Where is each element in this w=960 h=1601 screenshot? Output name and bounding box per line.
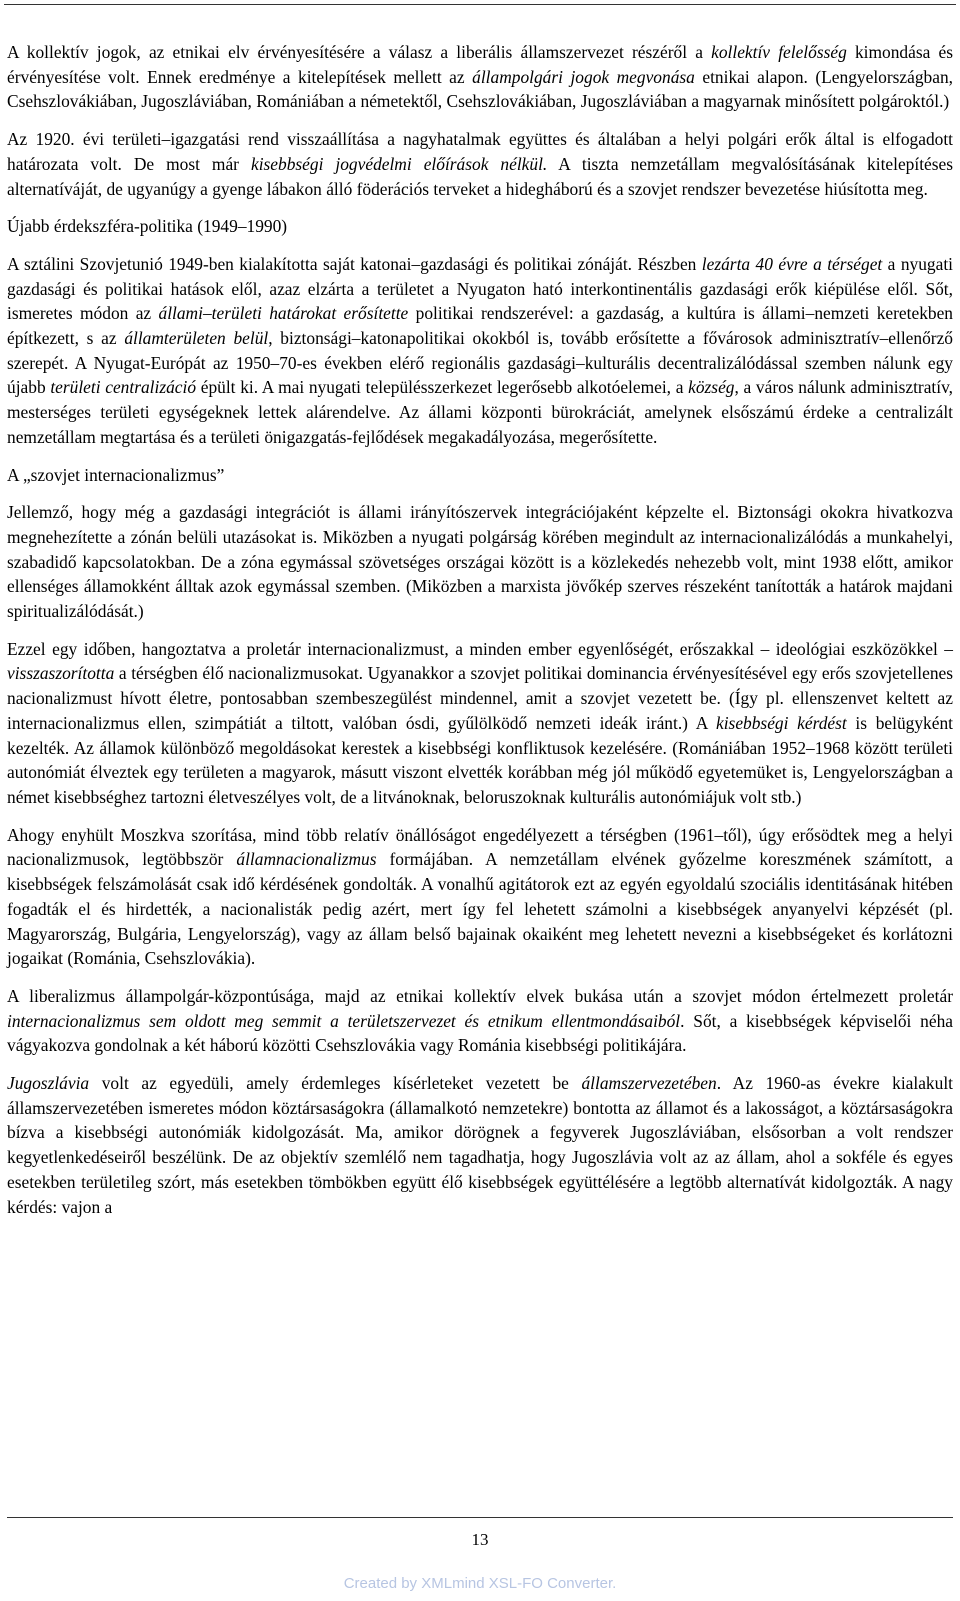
text-run: A sztálini Szovjetunió 1949-ben kialakította saját katonai–gazdasági és politikai zónáját. Részben: [7, 253, 702, 274]
paragraph: [7, 40, 953, 114]
text-run: a nyugati gazdasági és politikai hatások elől, azaz elzárta a területet a Nyugaton ható interkontinentális gazdasági erők kiépülése elől. Sőt, ismeretes módon az: [7, 253, 953, 324]
italic-run: kisebbségi kérdést: [716, 712, 847, 733]
converter-watermark: Created by XMLmind XSL-FO Converter.: [343, 1575, 617, 1592]
italic-run: kollektív felelősség: [711, 42, 847, 62]
paragraph: [7, 127, 953, 201]
paragraph: [7, 252, 953, 450]
italic-run: állami–területi határokat erősítette: [158, 303, 409, 324]
text-run: Jellemző, hogy még a gazdasági integrációt is állami irányítószervek integrációjaként képzelte el. Biztonsági okokra hivatkozva megnehezítette a zónán belüli utazásokat is. Miközben a nyugati polgárság körében megindult az internacionalizálódás a munkahelyi, szabadidő kapcsolatokban. De a zóna egymással szövetséges országai között is a közlekedés nehezebb volt, mint 1938 előtt, amikor ellenséges államokként álltak azok egymással szemben. (Miközben a marxista jövőkép szerves részeként tanították a határok majdani spiritualizálódását.): [7, 502, 953, 622]
italic-run: internacionalizmus sem oldott meg semmit a területszervezet és etnikum ellentmondásaiból: [7, 1010, 681, 1031]
italic-run: Jugoszlávia: [7, 1073, 90, 1094]
italic-run: államszervezetében: [581, 1073, 717, 1094]
text-run: , a város nálunk adminisztratív, mesterséges területi egységeknek lettek alárendelve. Az állami központi bürokráciát, amelynek elsőszámú érdeke a centralizált nemzetállam megtartása és a területi önigazgatás-fejlődések megakadályozása, megerősítette.: [7, 377, 954, 447]
italic-run: államterületen belül: [124, 328, 269, 349]
text-run: . Sőt, a kisebbségek képviselői néha vágyakozva gondolnak a két háború közötti Csehszlovákia vagy Románia kisebbségi politikájára.: [7, 1010, 953, 1056]
text-run: politikai rendszerével: a gazdaság, a kultúra is állami–nemzeti keretekben építkezett, s az: [7, 303, 953, 349]
text-run: is belügyként kezelték. Az államok különböző megoldásokat kerestek a kisebbségi konfliktusok kezelésére. (Romániában 1952–1968 között területi autonómiát élveztek egy területen a magyarok, másutt viszont elvették korábban még jól működő egyetemüket is, Lengyelországban a német kisebbséghez tartozni életveszélyes volt, de a litvánoknak, beloruszoknak kulturális autonómiájuk volt stb.): [7, 712, 953, 807]
footer-divider: [7, 1517, 953, 1518]
italic-run: területi centralizáció: [50, 377, 197, 398]
paragraph: [7, 637, 953, 810]
paragraph: [7, 1071, 953, 1219]
text-run: , biztonsági–katonapolitikai okokból is, tovább erősítette a fővárosok adminisztratív–ellenőrző szerepét. A Nyugat-Európát az 1950–70-es években elérő regionális gazdasági–kulturális decentralizálódással szemben nálunk egy újabb: [7, 328, 953, 398]
paragraph: [7, 500, 953, 624]
text-run: a térségben élő nacionalizmusokat. Ugyanakkor a szovjet politikai dominancia érvényesítésével egy erős szovjetellenes nacionalizmust hívott életre, pontosabban szembeszegülést mindennel, amit a szovjet vezetett be. (Így pl. ellenszenvet keltett az internacionalizmus ellen, szimpátiát a tiltott, valóban ósdi, gyűlölködő nemzeti ideák iránt.) A: [7, 663, 953, 733]
top-border: [4, 4, 956, 5]
document-body: [7, 40, 953, 1232]
section-heading: [7, 214, 953, 239]
text-run: Az 1920. évi területi–igazgatási rend visszaállítása a nagyhatalmak együttes és általában a helyi polgári erők által is elfogadott határozata volt. De most már: [7, 129, 953, 174]
italic-run: állampolgári jogok megvonása: [472, 66, 695, 87]
section-heading: [7, 463, 953, 488]
paragraph: [7, 823, 953, 971]
italic-run: visszaszorította: [7, 663, 115, 684]
text-run: etnikai alapon. (Lengyelországban, Csehszlovákiában, Jugoszláviában, Romániában a németektől, Csehszlovákiában, Jugoszláviában a magyarnak minősített polgároktól.): [7, 66, 954, 112]
text-run: formájában. A nemzetállam elvének győzelme koreszmének számított, a kisebbségek felszámolását csak idő kérdésének gondolták. A vonalhű agitátorok ezt az egyén egyoldalú szociális identitásának hitében fogadták el és hirdették, a nacionalisták pedig azért, mert így fel lehetett számolni a kisebbségek anyanyelvi képzését (pl. Magyarország, Bulgária, Lengyelország), vagy az állam belső bajainak okaiként meg lehetett nevezni a kisebbségeket és korlátozni jogaikat (Románia, Csehszlovákia).: [7, 849, 953, 969]
text-run: kimondása és érvényesítése volt. Ennek eredménye a kitelepítések mellett az: [7, 42, 953, 87]
italic-run: lezárta 40 évre a térséget: [701, 253, 883, 274]
text-run: A kollektív jogok, az etnikai elv érvényesítésére a válasz a liberális államszervezet részéről a: [7, 42, 712, 62]
text-run: . Az 1960-as évekre kialakult államszervezetében ismeretes módon köztársaságokra (államalkotó nemzetekre) bontotta az államot és a lakosságot, a köztársaságokra bízva a kisebbségi autonómiák kidolgozását. Ma, amikor dörögnek a fegyverek Jugoszláviában, elsősorban a volt rendszer kegyetlenkedéseiről beszélünk. De az objektív szemlélő nem tagadhatja, hogy Jugoszlávia volt az az állam, ahol a sokféle és egyes esetekben területileg szórt, más esetekben tömbökben együtt élő kisebbségek együttélésére a legtöbb alternatívát kidolgozták. A nagy kérdés: vajon a: [7, 1073, 953, 1217]
italic-run: kisebbségi jogvédelmi előírások nélkül.: [250, 153, 548, 174]
paragraph: [7, 984, 953, 1058]
text-run: A liberalizmus állampolgár-központúsága, majd az etnikai kollektív elvek bukása után a szovjet módon értelmezett proletár: [7, 985, 953, 1006]
text-run: Ezzel egy időben, hangoztatva a proletár internacionalizmust, a minden ember egyenlőségét, erőszakkal – ideológiai eszközökkel –: [7, 638, 953, 659]
text-run: volt az egyedüli, amely érdemleges kísérleteket vezetett be: [89, 1073, 582, 1094]
page-number: 13: [471, 1530, 489, 1549]
text-run: Újabb érdekszféra-politika (1949–1990): [7, 216, 288, 237]
text-run: A tiszta nemzetállam megvalósításának kitelepítéses alternatíváját, de ugyanúgy a gyenge lábakon álló föderációs terveket a hidegháború és a szovjet rendszer bevezetése hiúsította meg.: [7, 153, 954, 199]
italic-run: község: [688, 377, 735, 398]
italic-run: államnacionalizmus: [236, 849, 377, 870]
text-run: épült ki. A mai nyugati településszerkezet legerősebb alkotóelemei, a: [196, 377, 689, 398]
text-run: A „szovjet internacionalizmus”: [7, 464, 225, 485]
text-run: Ahogy enyhült Moszkva szorítása, mind több relatív önállóságot engedélyezett a térségben (1961–től), úgy erősödtek meg a helyi nacionalizmusok, legtöbbször: [7, 824, 953, 870]
